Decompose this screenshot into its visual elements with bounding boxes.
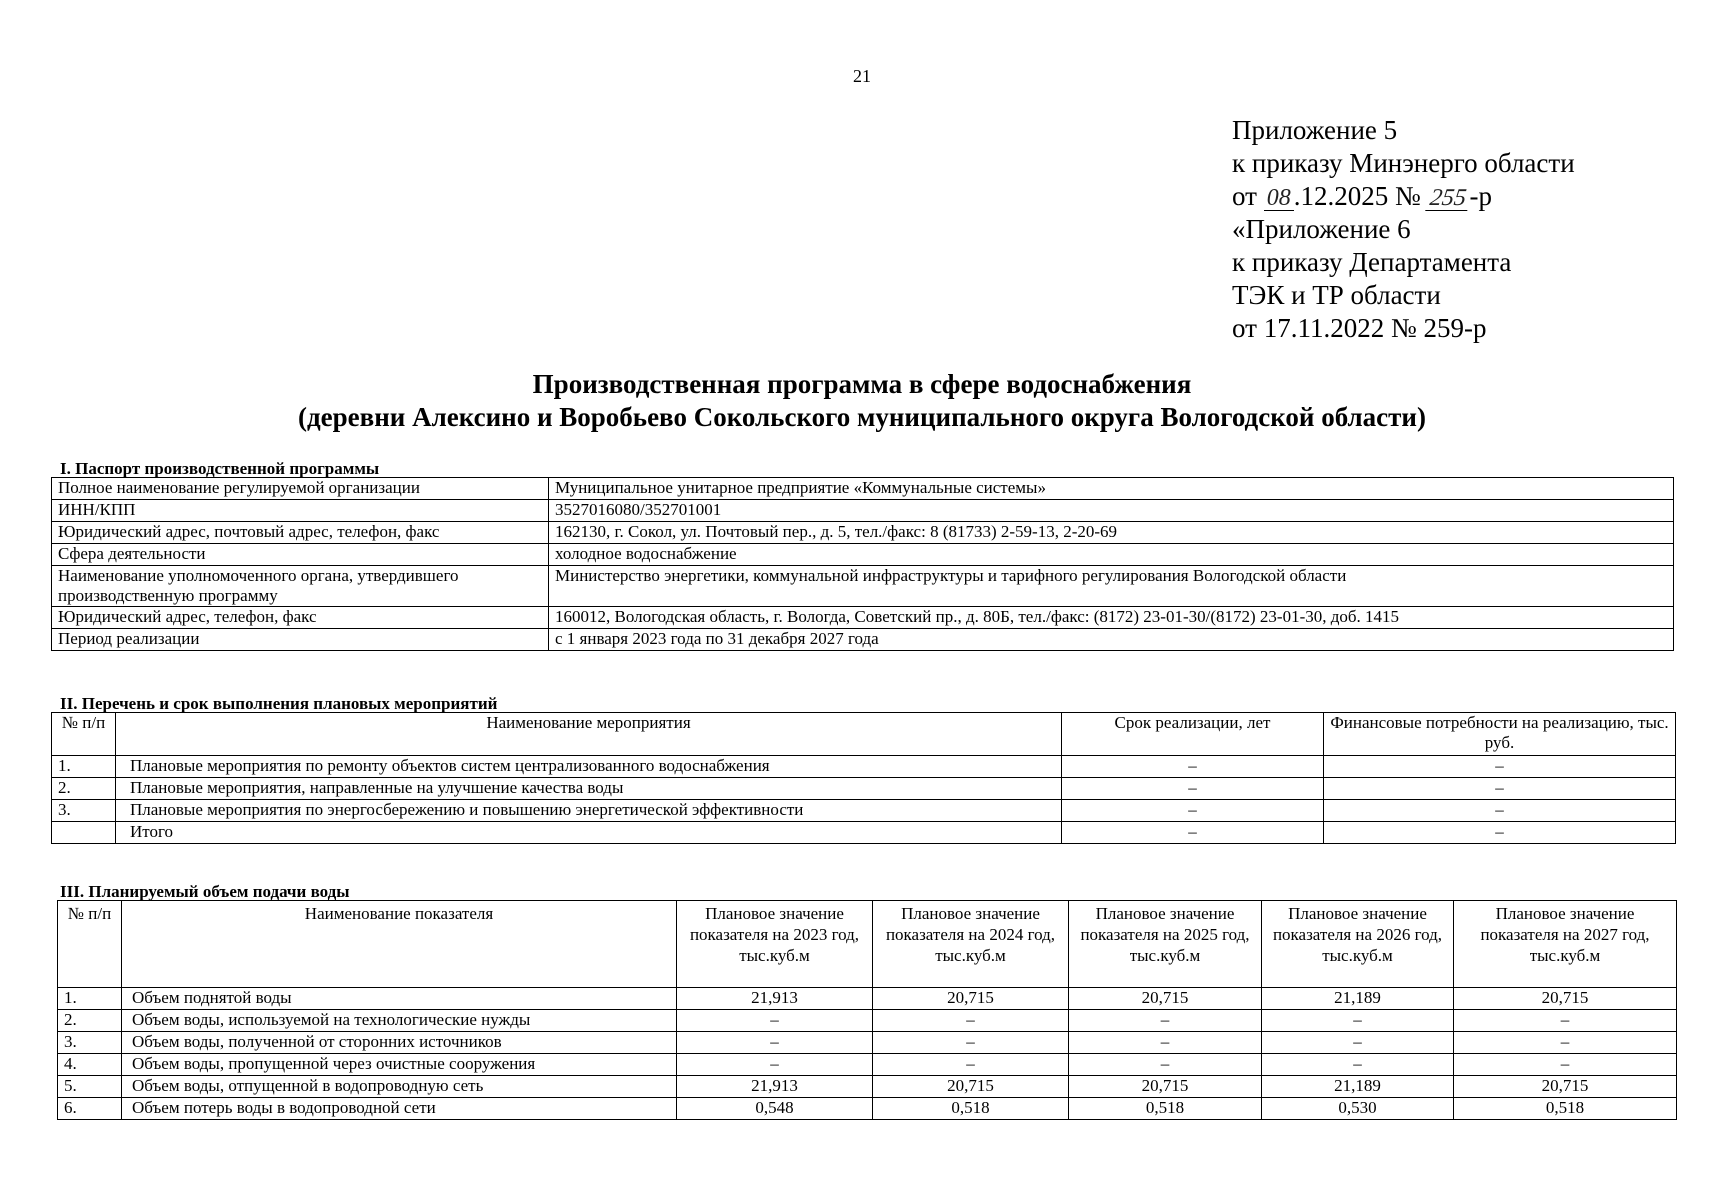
page-number: 21 (853, 66, 871, 86)
row-name: Плановые мероприятия по ремонту объектов систем централизованного водоснабжения (116, 756, 1062, 778)
row-finance: – (1324, 822, 1676, 844)
table-header-row (52, 713, 1676, 756)
title-line-1: Производственная программа в сфере водоснабжения (532, 369, 1192, 399)
col-header-2024: Плановое значение показателя на 2024 год, тыс.куб.м (873, 901, 1069, 988)
value-2024: 20,715 (873, 988, 1069, 1010)
row-num: 4. (58, 1054, 122, 1076)
value-2027: – (1454, 1054, 1677, 1076)
row-num: 3. (58, 1032, 122, 1054)
handwritten-day: 08 (1264, 186, 1294, 211)
value-2027: – (1454, 1010, 1677, 1032)
table-row (52, 756, 1676, 778)
value-2025: 20,715 (1069, 988, 1262, 1010)
table-row (58, 1076, 1677, 1098)
value-2026: 0,530 (1262, 1098, 1454, 1120)
passport-key: Полное наименование регулируемой организации (52, 478, 549, 500)
value-2023: – (677, 1032, 873, 1054)
title-line-2: (деревни Алексино и Воробьево Сокольского муниципального округа Вологодской области) (298, 402, 1426, 432)
col-header-2023: Плановое значение показателя на 2023 год, тыс.куб.м (677, 901, 873, 988)
section-1-heading: I. Паспорт производственной программы (60, 459, 380, 478)
row-name: Плановые мероприятия по энергосбережению и повышению энергетической эффективности (116, 800, 1062, 822)
row-name: Объем потерь воды в водопроводной сети (122, 1098, 677, 1120)
table-row (52, 478, 1674, 500)
table-row (52, 607, 1674, 629)
table-row (58, 1010, 1677, 1032)
passport-value: с 1 января 2023 года по 31 декабря 2027 года (549, 629, 1674, 651)
passport-value: холодное водоснабжение (549, 544, 1674, 566)
volume-table (57, 900, 1677, 1120)
value-2023: – (677, 1010, 873, 1032)
row-name: Плановые мероприятия, направленные на улучшение качества воды (116, 778, 1062, 800)
row-name: Объем воды, полученной от сторонних источников (122, 1032, 677, 1054)
value-2025: – (1069, 1010, 1262, 1032)
col-header-2026: Плановое значение показателя на 2026 год, тыс.куб.м (1262, 901, 1454, 988)
table-row (52, 778, 1676, 800)
passport-value: Министерство энергетики, коммунальной инфраструктуры и тарифного регулирования Вологодской области (549, 566, 1674, 607)
table-row (52, 566, 1674, 607)
row-num: 1. (58, 988, 122, 1010)
col-header-name: Наименование мероприятия (116, 713, 1062, 756)
row-num (52, 822, 116, 844)
col-header-term: Срок реализации, лет (1062, 713, 1324, 756)
appendix-date-prefix: от (1232, 181, 1257, 211)
appendix-date-mid: .12.2025 № (1293, 181, 1421, 211)
row-term: – (1062, 756, 1324, 778)
value-2027: – (1454, 1032, 1677, 1054)
table-row (58, 1032, 1677, 1054)
passport-key: Юридический адрес, почтовый адрес, телефон, факс (52, 522, 549, 544)
col-header-num: № п/п (58, 901, 122, 988)
value-2023: 21,913 (677, 988, 873, 1010)
value-2024: – (873, 1054, 1069, 1076)
col-header-finance: Финансовые потребности на реализацию, тыс. руб. (1324, 713, 1676, 756)
appendix-line-4: «Приложение 6 (1232, 214, 1411, 244)
value-2024: 0,518 (873, 1098, 1069, 1120)
row-num: 5. (58, 1076, 122, 1098)
row-num: 1. (52, 756, 116, 778)
value-2027: 0,518 (1454, 1098, 1677, 1120)
passport-value: Муниципальное унитарное предприятие «Коммунальные системы» (549, 478, 1674, 500)
appendix-line-6: ТЭК и ТР области (1232, 280, 1441, 310)
appendix-line-1: Приложение 5 (1232, 115, 1398, 145)
table-row (52, 544, 1674, 566)
value-2026: – (1262, 1054, 1454, 1076)
row-name: Объем воды, используемой на технологические нужды (122, 1010, 677, 1032)
row-term: – (1062, 822, 1324, 844)
passport-value: 162130, г. Сокол, ул. Почтовый пер., д. 5, тел./факс: 8 (81733) 2-59-13, 2-20-69 (549, 522, 1674, 544)
document-title (0, 368, 1724, 434)
section-3-heading: III. Планируемый объем подачи воды (60, 882, 350, 901)
table-row (58, 988, 1677, 1010)
row-name: Объем воды, отпущенной в водопроводную сеть (122, 1076, 677, 1098)
passport-value: 3527016080/352701001 (549, 500, 1674, 522)
value-2023: – (677, 1054, 873, 1076)
row-num: 6. (58, 1098, 122, 1120)
appendix-line-7: от 17.11.2022 № 259-р (1232, 313, 1487, 343)
value-2023: 0,548 (677, 1098, 873, 1120)
passport-key: Наименование уполномоченного органа, утвердившего производственную программу (52, 566, 549, 607)
value-2024: 20,715 (873, 1076, 1069, 1098)
row-term: – (1062, 800, 1324, 822)
value-2024: – (873, 1010, 1069, 1032)
value-2026: – (1262, 1010, 1454, 1032)
handwritten-order-number: 255 (1426, 186, 1472, 211)
passport-key: Юридический адрес, телефон, факс (52, 607, 549, 629)
value-2025: – (1069, 1032, 1262, 1054)
row-name: Объем поднятой воды (122, 988, 677, 1010)
col-header-2027: Плановое значение показателя на 2027 год, тыс.куб.м (1454, 901, 1677, 988)
appendix-line-3 (1232, 180, 1575, 213)
table-row (58, 1098, 1677, 1120)
value-2025: – (1069, 1054, 1262, 1076)
row-num: 2. (58, 1010, 122, 1032)
table-header-row (58, 901, 1677, 988)
table-row (52, 629, 1674, 651)
passport-key: ИНН/КПП (52, 500, 549, 522)
row-name: Объем воды, пропущенной через очистные сооружения (122, 1054, 677, 1076)
value-2026: – (1262, 1032, 1454, 1054)
col-header-num: № п/п (52, 713, 116, 756)
passport-key: Период реализации (52, 629, 549, 651)
section-2-heading: II. Перечень и срок выполнения плановых мероприятий (60, 694, 498, 713)
appendix-line-5: к приказу Департамента (1232, 247, 1512, 277)
passport-value: 160012, Вологодская область, г. Вологда, Советский пр., д. 80Б, тел./факс: (8172) 23-01-30/(8172) 23-01-30, доб. 1415 (549, 607, 1674, 629)
value-2027: 20,715 (1454, 988, 1677, 1010)
table-row (58, 1054, 1677, 1076)
row-num: 3. (52, 800, 116, 822)
row-finance: – (1324, 800, 1676, 822)
row-num: 2. (52, 778, 116, 800)
col-header-name: Наименование показателя (122, 901, 677, 988)
passport-key: Сфера деятельности (52, 544, 549, 566)
value-2026: 21,189 (1262, 988, 1454, 1010)
appendix-line-2: к приказу Минэнерго области (1232, 148, 1575, 178)
table-row (52, 800, 1676, 822)
row-term: – (1062, 778, 1324, 800)
passport-table (51, 477, 1674, 651)
table-row (52, 500, 1674, 522)
value-2026: 21,189 (1262, 1076, 1454, 1098)
appendix-date-suffix: -р (1469, 181, 1492, 211)
col-header-2025: Плановое значение показателя на 2025 год, тыс.куб.м (1069, 901, 1262, 988)
value-2023: 21,913 (677, 1076, 873, 1098)
table-row (52, 522, 1674, 544)
value-2027: 20,715 (1454, 1076, 1677, 1098)
row-finance: – (1324, 756, 1676, 778)
appendix-block (1232, 114, 1575, 345)
value-2024: – (873, 1032, 1069, 1054)
events-table (51, 712, 1676, 844)
value-2025: 0,518 (1069, 1098, 1262, 1120)
row-name: Итого (116, 822, 1062, 844)
row-finance: – (1324, 778, 1676, 800)
table-row (52, 822, 1676, 844)
value-2025: 20,715 (1069, 1076, 1262, 1098)
